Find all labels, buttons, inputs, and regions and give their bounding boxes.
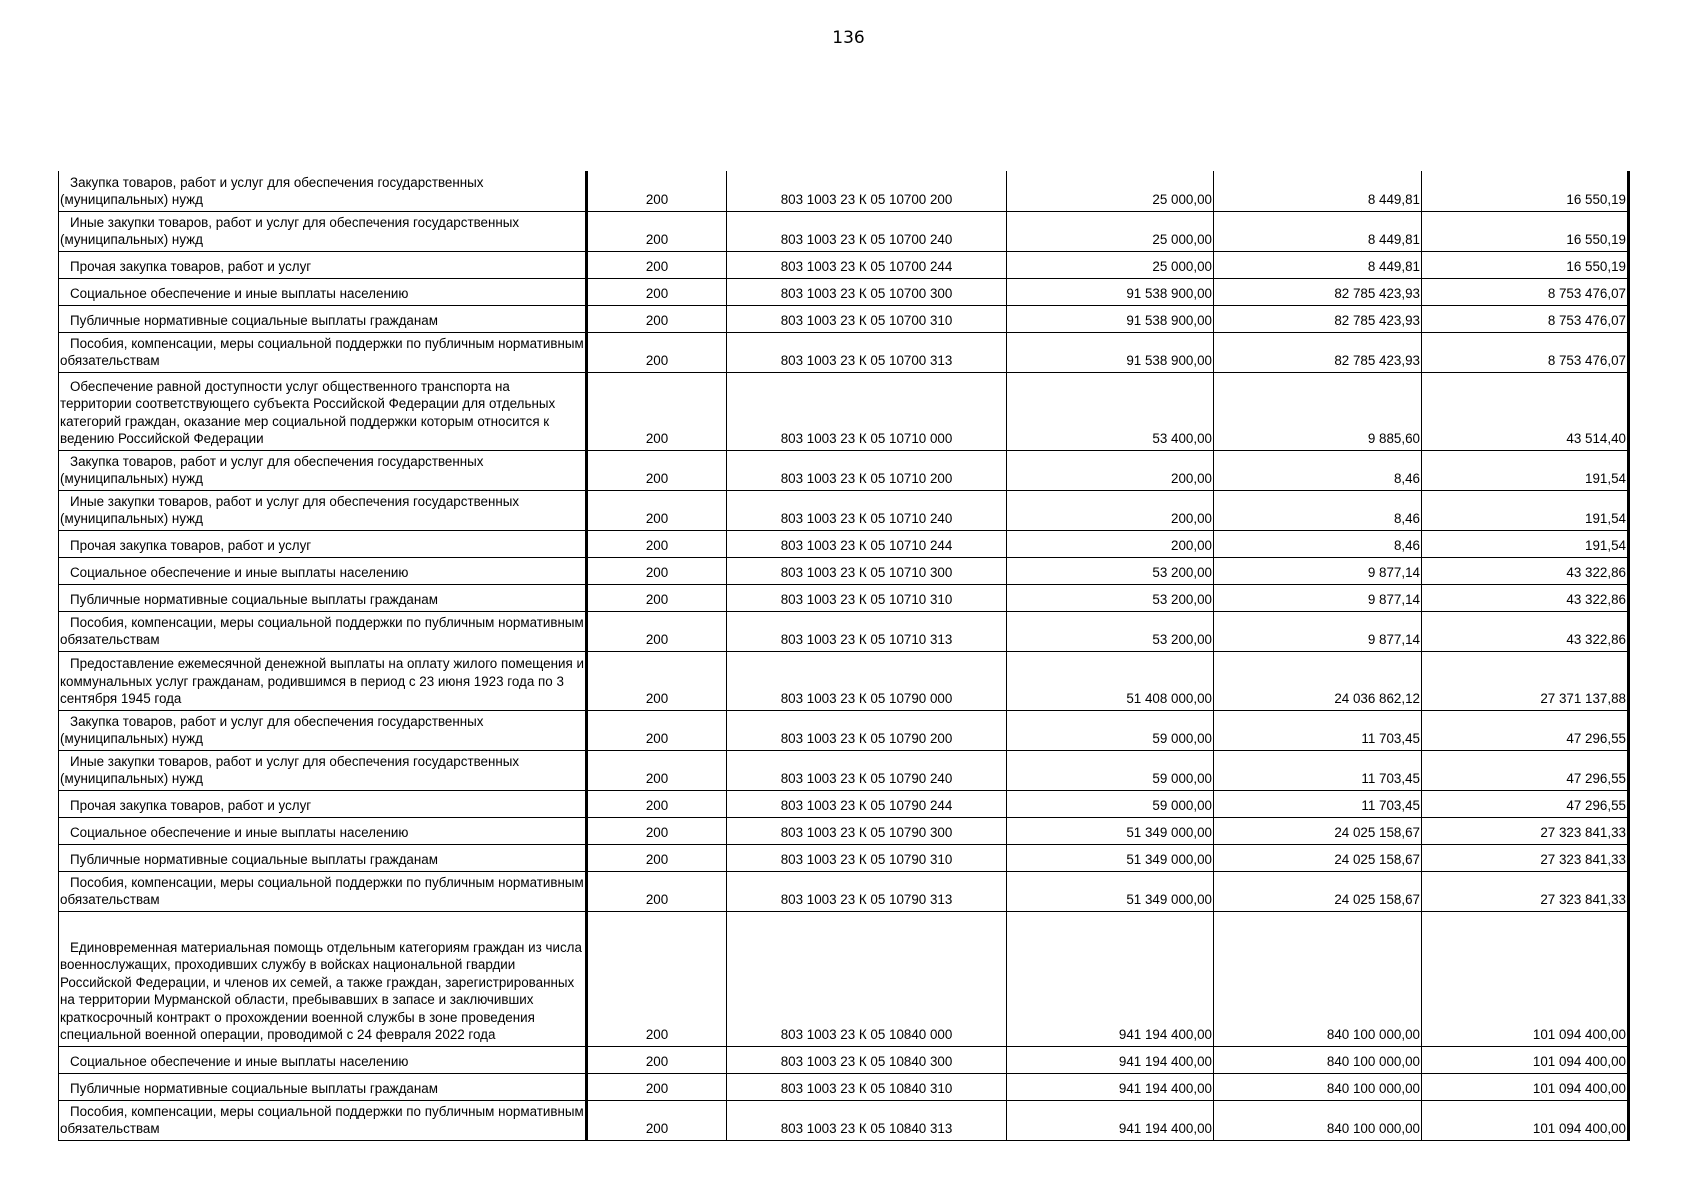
admin-code-cell: 200: [587, 651, 727, 710]
expense-name-text: Публичные нормативные социальные выплаты гражданам: [70, 1081, 438, 1096]
remaining-amount-cell: 27 323 841,33: [1422, 844, 1629, 871]
expense-name-text: Прочая закупка товаров, работ и услуг: [70, 259, 312, 274]
approved-amount-cell: 59 000,00: [1007, 790, 1214, 817]
admin-code-cell: 200: [587, 611, 727, 651]
classification-code-cell: 803 1003 23 К 05 10700 310: [727, 305, 1007, 332]
classification-code-cell: 803 1003 23 К 05 10710 310: [727, 584, 1007, 611]
remaining-amount-cell: 27 371 137,88: [1422, 651, 1629, 710]
executed-amount-cell: 8,46: [1214, 450, 1422, 490]
expense-name-cell: [59, 450, 587, 490]
expense-name-text: Пособия, компенсации, меры социальной поддержки по публичным нормативным обязательствам: [60, 614, 584, 647]
executed-amount-cell: 82 785 423,93: [1214, 305, 1422, 332]
classification-code-cell: 803 1003 23 К 05 10790 000: [727, 651, 1007, 710]
classification-code-cell: 803 1003 23 К 05 10710 244: [727, 530, 1007, 557]
approved-amount-cell: 91 538 900,00: [1007, 305, 1214, 332]
classification-code-cell: 803 1003 23 К 05 10790 300: [727, 817, 1007, 844]
expense-name-cell: [59, 372, 587, 450]
executed-amount-cell: 8 449,81: [1214, 251, 1422, 278]
table-row: [59, 557, 1629, 584]
remaining-amount-cell: 101 094 400,00: [1422, 1046, 1629, 1073]
admin-code-cell: 200: [587, 911, 727, 1046]
classification-code-cell: 803 1003 23 К 05 10840 300: [727, 1046, 1007, 1073]
expense-name-cell: [59, 871, 587, 911]
classification-code-cell: 803 1003 23 К 05 10700 240: [727, 211, 1007, 251]
remaining-amount-cell: 27 323 841,33: [1422, 817, 1629, 844]
remaining-amount-cell: 8 753 476,07: [1422, 278, 1629, 305]
executed-amount-cell: 9 885,60: [1214, 372, 1422, 450]
approved-amount-cell: 51 349 000,00: [1007, 871, 1214, 911]
remaining-amount-cell: 47 296,55: [1422, 710, 1629, 750]
table-row: [59, 1100, 1629, 1140]
table-row: [59, 171, 1629, 211]
classification-code-cell: 803 1003 23 К 05 10790 200: [727, 710, 1007, 750]
remaining-amount-cell: 43 322,86: [1422, 557, 1629, 584]
expense-name-cell: [59, 844, 587, 871]
approved-amount-cell: 59 000,00: [1007, 750, 1214, 790]
expense-name-cell: [59, 278, 587, 305]
admin-code-cell: 200: [587, 1073, 727, 1100]
executed-amount-cell: 8,46: [1214, 530, 1422, 557]
expense-name-cell: [59, 651, 587, 710]
executed-amount-cell: 82 785 423,93: [1214, 332, 1422, 372]
table-row: [59, 490, 1629, 530]
table-row: [59, 871, 1629, 911]
classification-code-cell: 803 1003 23 К 05 10700 300: [727, 278, 1007, 305]
admin-code-cell: 200: [587, 490, 727, 530]
classification-code-cell: 803 1003 23 К 05 10790 313: [727, 871, 1007, 911]
admin-code-cell: 200: [587, 750, 727, 790]
expense-name-cell: [59, 1100, 587, 1140]
table-row: [59, 710, 1629, 750]
executed-amount-cell: 24 025 158,67: [1214, 817, 1422, 844]
admin-code-cell: 200: [587, 305, 727, 332]
remaining-amount-cell: 43 322,86: [1422, 584, 1629, 611]
table-row: [59, 790, 1629, 817]
approved-amount-cell: 91 538 900,00: [1007, 278, 1214, 305]
approved-amount-cell: 53 400,00: [1007, 372, 1214, 450]
approved-amount-cell: 53 200,00: [1007, 584, 1214, 611]
executed-amount-cell: 11 703,45: [1214, 710, 1422, 750]
expense-name-text: Публичные нормативные социальные выплаты гражданам: [70, 592, 438, 607]
expense-name-text: Закупка товаров, работ и услуг для обеспечения государственных (муниципальных) нужд: [60, 174, 484, 207]
expense-name-text: Социальное обеспечение и иные выплаты населению: [70, 825, 409, 840]
admin-code-cell: 200: [587, 790, 727, 817]
expense-name-text: Прочая закупка товаров, работ и услуг: [70, 538, 312, 553]
approved-amount-cell: 51 408 000,00: [1007, 651, 1214, 710]
admin-code-cell: 200: [587, 211, 727, 251]
expense-name-text: Публичные нормативные социальные выплаты гражданам: [70, 852, 438, 867]
approved-amount-cell: 59 000,00: [1007, 710, 1214, 750]
classification-code-cell: 803 1003 23 К 05 10790 244: [727, 790, 1007, 817]
expense-name-cell: [59, 211, 587, 251]
admin-code-cell: 200: [587, 817, 727, 844]
expense-name-text: Прочая закупка товаров, работ и услуг: [70, 798, 312, 813]
executed-amount-cell: 11 703,45: [1214, 790, 1422, 817]
approved-amount-cell: 53 200,00: [1007, 557, 1214, 584]
table-row: [59, 372, 1629, 450]
admin-code-cell: 200: [587, 871, 727, 911]
expense-name-cell: [59, 490, 587, 530]
remaining-amount-cell: 27 323 841,33: [1422, 871, 1629, 911]
approved-amount-cell: 51 349 000,00: [1007, 817, 1214, 844]
executed-amount-cell: 840 100 000,00: [1214, 911, 1422, 1046]
admin-code-cell: 200: [587, 251, 727, 278]
remaining-amount-cell: 43 514,40: [1422, 372, 1629, 450]
remaining-amount-cell: 101 094 400,00: [1422, 1073, 1629, 1100]
expense-name-cell: [59, 332, 587, 372]
executed-amount-cell: 82 785 423,93: [1214, 278, 1422, 305]
classification-code-cell: 803 1003 23 К 05 10700 200: [727, 171, 1007, 211]
executed-amount-cell: 840 100 000,00: [1214, 1073, 1422, 1100]
expense-name-text: Иные закупки товаров, работ и услуг для обеспечения государственных (муниципальных) нужд: [60, 214, 520, 247]
approved-amount-cell: 51 349 000,00: [1007, 844, 1214, 871]
admin-code-cell: 200: [587, 584, 727, 611]
expense-name-text: Пособия, компенсации, меры социальной поддержки по публичным нормативным обязательствам: [60, 874, 584, 907]
expense-name-text: Социальное обеспечение и иные выплаты населению: [70, 565, 409, 580]
expense-name-cell: [59, 750, 587, 790]
remaining-amount-cell: 101 094 400,00: [1422, 1100, 1629, 1140]
approved-amount-cell: 200,00: [1007, 490, 1214, 530]
expense-name-cell: [59, 305, 587, 332]
remaining-amount-cell: 191,54: [1422, 450, 1629, 490]
remaining-amount-cell: 47 296,55: [1422, 750, 1629, 790]
classification-code-cell: 803 1003 23 К 05 10790 310: [727, 844, 1007, 871]
expense-name-cell: [59, 557, 587, 584]
table-row: [59, 1046, 1629, 1073]
admin-code-cell: 200: [587, 530, 727, 557]
table-row: [59, 450, 1629, 490]
expense-name-text: Закупка товаров, работ и услуг для обеспечения государственных (муниципальных) нужд: [60, 453, 484, 486]
table-row: [59, 651, 1629, 710]
budget-execution-table: [58, 171, 1630, 1141]
executed-amount-cell: 8,46: [1214, 490, 1422, 530]
approved-amount-cell: 941 194 400,00: [1007, 1100, 1214, 1140]
table-row: [59, 911, 1629, 1046]
expense-name-cell: [59, 790, 587, 817]
table-row: [59, 1073, 1629, 1100]
expense-name-text: Социальное обеспечение и иные выплаты населению: [70, 1054, 409, 1069]
classification-code-cell: 803 1003 23 К 05 10840 000: [727, 911, 1007, 1046]
classification-code-cell: 803 1003 23 К 05 10700 313: [727, 332, 1007, 372]
admin-code-cell: 200: [587, 332, 727, 372]
expense-name-text: Обеспечение равной доступности услуг общественного транспорта на территории соответствующего субъекта Российской Федерации для отдельных категорий граждан, оказание мер социальной поддержки которым относится к ведению Российской Федерации: [60, 378, 556, 446]
remaining-amount-cell: 43 322,86: [1422, 611, 1629, 651]
remaining-amount-cell: 191,54: [1422, 530, 1629, 557]
admin-code-cell: 200: [587, 844, 727, 871]
table-row: [59, 584, 1629, 611]
expense-name-text: Иные закупки товаров, работ и услуг для обеспечения государственных (муниципальных) нужд: [60, 493, 520, 526]
expense-name-cell: [59, 611, 587, 651]
expense-name-text: Закупка товаров, работ и услуг для обеспечения государственных (муниципальных) нужд: [60, 713, 484, 746]
executed-amount-cell: 8 449,81: [1214, 171, 1422, 211]
executed-amount-cell: 840 100 000,00: [1214, 1046, 1422, 1073]
executed-amount-cell: 9 877,14: [1214, 584, 1422, 611]
classification-code-cell: 803 1003 23 К 05 10710 000: [727, 372, 1007, 450]
expense-name-cell: [59, 530, 587, 557]
admin-code-cell: 200: [587, 278, 727, 305]
admin-code-cell: 200: [587, 557, 727, 584]
admin-code-cell: 200: [587, 171, 727, 211]
page-number: 136: [832, 28, 865, 48]
table-row: [59, 305, 1629, 332]
expense-name-cell: [59, 817, 587, 844]
executed-amount-cell: 24 025 158,67: [1214, 844, 1422, 871]
approved-amount-cell: 91 538 900,00: [1007, 332, 1214, 372]
expense-name-cell: [59, 1046, 587, 1073]
approved-amount-cell: 200,00: [1007, 450, 1214, 490]
executed-amount-cell: 24 025 158,67: [1214, 871, 1422, 911]
executed-amount-cell: 840 100 000,00: [1214, 1100, 1422, 1140]
remaining-amount-cell: 8 753 476,07: [1422, 305, 1629, 332]
remaining-amount-cell: 16 550,19: [1422, 171, 1629, 211]
table-row: [59, 251, 1629, 278]
remaining-amount-cell: 8 753 476,07: [1422, 332, 1629, 372]
executed-amount-cell: 11 703,45: [1214, 750, 1422, 790]
admin-code-cell: 200: [587, 450, 727, 490]
table-row: [59, 611, 1629, 651]
executed-amount-cell: 9 877,14: [1214, 611, 1422, 651]
classification-code-cell: 803 1003 23 К 05 10840 310: [727, 1073, 1007, 1100]
approved-amount-cell: 53 200,00: [1007, 611, 1214, 651]
table-row: [59, 211, 1629, 251]
executed-amount-cell: 8 449,81: [1214, 211, 1422, 251]
expense-name-text: Пособия, компенсации, меры социальной поддержки по публичным нормативным обязательствам: [60, 1103, 584, 1136]
admin-code-cell: 200: [587, 710, 727, 750]
executed-amount-cell: 9 877,14: [1214, 557, 1422, 584]
classification-code-cell: 803 1003 23 К 05 10790 240: [727, 750, 1007, 790]
classification-code-cell: 803 1003 23 К 05 10840 313: [727, 1100, 1007, 1140]
remaining-amount-cell: 16 550,19: [1422, 211, 1629, 251]
table-row: [59, 278, 1629, 305]
classification-code-cell: 803 1003 23 К 05 10710 200: [727, 450, 1007, 490]
classification-code-cell: 803 1003 23 К 05 10710 240: [727, 490, 1007, 530]
classification-code-cell: 803 1003 23 К 05 10700 244: [727, 251, 1007, 278]
classification-code-cell: 803 1003 23 К 05 10710 300: [727, 557, 1007, 584]
expense-name-cell: [59, 251, 587, 278]
expense-name-cell: [59, 171, 587, 211]
remaining-amount-cell: 16 550,19: [1422, 251, 1629, 278]
remaining-amount-cell: 47 296,55: [1422, 790, 1629, 817]
expense-name-cell: [59, 911, 587, 1046]
table-row: [59, 750, 1629, 790]
expense-name-text: Предоставление ежемесячной денежной выплаты на оплату жилого помещения и коммунальных услуг гражданам, родившимся в период с 23 июня 1923 года по 3 сентября 1945 года: [60, 656, 584, 706]
expense-name-cell: [59, 1073, 587, 1100]
expense-name-cell: [59, 710, 587, 750]
approved-amount-cell: 25 000,00: [1007, 251, 1214, 278]
admin-code-cell: 200: [587, 1100, 727, 1140]
approved-amount-cell: 25 000,00: [1007, 211, 1214, 251]
approved-amount-cell: 941 194 400,00: [1007, 1073, 1214, 1100]
expense-name-text: Пособия, компенсации, меры социальной поддержки по публичным нормативным обязательствам: [60, 335, 584, 368]
remaining-amount-cell: 101 094 400,00: [1422, 911, 1629, 1046]
classification-code-cell: 803 1003 23 К 05 10710 313: [727, 611, 1007, 651]
expense-name-text: Публичные нормативные социальные выплаты гражданам: [70, 313, 438, 328]
approved-amount-cell: 25 000,00: [1007, 171, 1214, 211]
admin-code-cell: 200: [587, 1046, 727, 1073]
expense-name-text: Единовременная материальная помощь отдельным категориям граждан из числа военнослужащих, проходивших службу в войсках национальной гвардии Российской Федерации, и членов их семей, а также граждан, зарегистрированных на территории Мурманской области, пребывавших в запасе и заключивших краткосрочный контракт о прохождении военной службы в зоне проведения специальной военной операции, проводимой с 24 февраля 2022 года: [60, 939, 582, 1042]
remaining-amount-cell: 191,54: [1422, 490, 1629, 530]
table-row: [59, 530, 1629, 557]
expense-name-text: Иные закупки товаров, работ и услуг для обеспечения государственных (муниципальных) нужд: [60, 753, 520, 786]
expense-name-text: Социальное обеспечение и иные выплаты населению: [70, 286, 409, 301]
expense-name-cell: [59, 584, 587, 611]
table-row: [59, 844, 1629, 871]
approved-amount-cell: 200,00: [1007, 530, 1214, 557]
approved-amount-cell: 941 194 400,00: [1007, 911, 1214, 1046]
admin-code-cell: 200: [587, 372, 727, 450]
approved-amount-cell: 941 194 400,00: [1007, 1046, 1214, 1073]
executed-amount-cell: 24 036 862,12: [1214, 651, 1422, 710]
table-row: [59, 817, 1629, 844]
table-row: [59, 332, 1629, 372]
